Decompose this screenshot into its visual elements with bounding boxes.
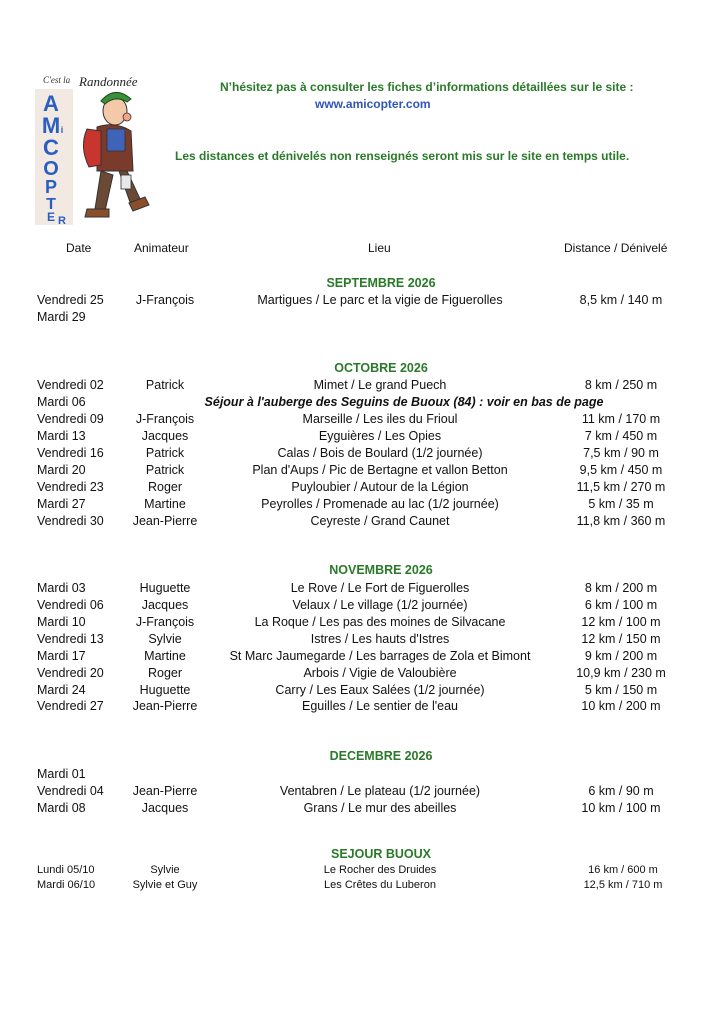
- table-row: Mardi 24 Huguette Carry / Les Eaux Salées (1/2 journée) 5 km / 150 m: [37, 683, 658, 697]
- table-row: Vendredi 09 J-François Marseille / Les iles du Frioul 11 km / 170 m: [37, 412, 661, 426]
- website-link[interactable]: www.amicopter.com: [315, 97, 431, 111]
- svg-text:T: T: [46, 196, 56, 213]
- col-header-animateur: Animateur: [134, 241, 189, 255]
- section-title-sejour: SEJOUR BUOUX: [330, 847, 432, 861]
- section-title-novembre: NOVEMBRE 2026: [329, 563, 433, 577]
- table-row: Mardi 17 Martine St Marc Jaumegarde / Les barrages de Zola et Bimont 9 km / 200 m: [37, 649, 658, 663]
- svg-text:M: M: [41, 113, 61, 138]
- svg-text:C'est la: C'est la: [43, 75, 71, 85]
- table-row: Vendredi 04 Jean-Pierre Ventabren / Le plateau (1/2 journée) 6 km / 90 m: [37, 784, 654, 798]
- info-line: N’hésitez pas à consulter les fiches d’informations détaillées sur le site :: [220, 80, 634, 94]
- table-row: Mardi 06/10 Sylvie et Guy Les Crêtes du Luberon 12,5 km / 710 m: [37, 879, 663, 891]
- sejour-note: Séjour à l'auberge des Seguins de Buoux (84) : voir en bas de page: [204, 395, 604, 409]
- col-header-lieu: Lieu: [368, 241, 391, 255]
- svg-text:A: A: [43, 91, 59, 116]
- table-row: Mardi 06 Séjour à l'auberge des Seguins de Buoux (84) : voir en bas de page: [37, 395, 604, 409]
- svg-text:i: i: [60, 125, 64, 135]
- svg-text:O: O: [43, 158, 59, 180]
- table-row: Vendredi 30 Jean-Pierre Ceyreste / Grand Caunet 11,8 km / 360 m: [37, 514, 666, 528]
- section-title-decembre: DECEMBRE 2026: [329, 749, 433, 763]
- table-row: Vendredi 20 Roger Arbois / Vigie de Valoubière 10,9 km / 230 m: [37, 666, 666, 680]
- svg-text:Randonnée: Randonnée: [79, 74, 138, 89]
- svg-text:C: C: [43, 135, 59, 160]
- table-row: Vendredi 02 Patrick Mimet / Le grand Puech 8 km / 250 m: [37, 378, 658, 392]
- table-row: Mardi 01: [37, 767, 86, 781]
- table-row: Mardi 08 Jacques Grans / Le mur des abeilles 10 km / 100 m: [37, 801, 661, 815]
- svg-text:E: E: [46, 210, 56, 224]
- table-row: Vendredi 13 Sylvie Istres / Les hauts d'Istres 12 km / 150 m: [37, 632, 661, 646]
- table-row: Mardi 29: [37, 310, 86, 324]
- table-row: Vendredi 16 Patrick Calas / Bois de Boulard (1/2 journée) 7,5 km / 90 m: [37, 446, 659, 460]
- table-row: Mardi 20 Patrick Plan d'Aups / Pic de Bertagne et vallon Betton 9,5 km / 450 m: [37, 463, 663, 477]
- table-row: Lundi 05/10 Sylvie Le Rocher des Druides 16 km / 600 m: [37, 864, 658, 876]
- svg-text:P: P: [44, 177, 58, 197]
- table-row: Vendredi 27 Jean-Pierre Eguilles / Le sentier de l'eau 10 km / 200 m: [37, 699, 661, 713]
- table-row: Mardi 10 J-François La Roque / Les pas des moines de Silvacane 12 km / 100 m: [37, 615, 661, 629]
- table-row: Vendredi 23 Roger Puyloubier / Autour de la Légion 11,5 km / 270 m: [37, 480, 666, 494]
- table-row: Vendredi 25 J-François Martigues / Le parc et la vigie de Figuerolles 8,5 km / 140 m: [37, 293, 663, 307]
- table-row: Vendredi 06 Jacques Velaux / Le village (1/2 journée) 6 km / 100 m: [37, 598, 658, 612]
- table-row: Mardi 03 Huguette Le Rove / Le Fort de Figuerolles 8 km / 200 m: [37, 581, 658, 595]
- col-header-distance: Distance / Dénivelé: [564, 241, 668, 255]
- distances-note: Les distances et dénivelés non renseignés seront mis sur le site en temps utile.: [175, 149, 630, 163]
- svg-text:R: R: [58, 215, 66, 227]
- col-header-date: Date: [66, 241, 92, 255]
- amicopter-logo: [35, 71, 150, 227]
- section-title-octobre: OCTOBRE 2026: [334, 361, 428, 375]
- section-title-septembre: SEPTEMBRE 2026: [326, 276, 436, 290]
- table-row: Mardi 13 Jacques Eyguières / Les Opies 7 km / 450 m: [37, 429, 658, 443]
- table-row: Mardi 27 Martine Peyrolles / Promenade au lac (1/2 journée) 5 km / 35 m: [37, 497, 654, 511]
